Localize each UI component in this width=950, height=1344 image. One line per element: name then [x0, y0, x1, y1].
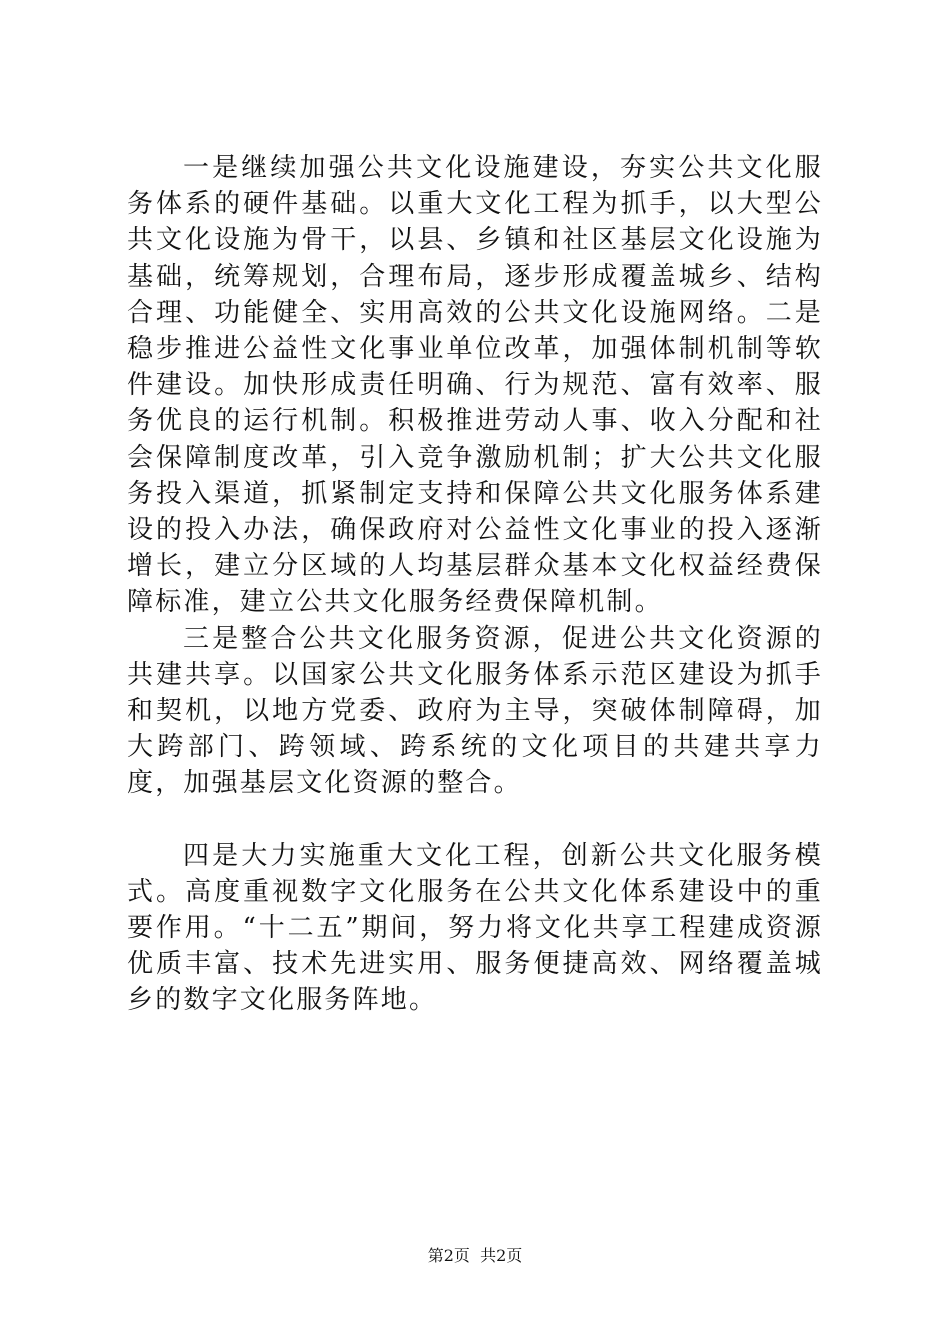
document-body [127, 150, 823, 1019]
paragraph-resource-integration: 三是整合公共文化服务资源，促进公共文化资源的共建共享。以国家公共文化服务体系示范区建设为抓手和契机，以地方党委、政府为主导，突破体制障碍，加大跨部门、跨领域、跨系统的文化项目的共建共享力度，加强基层文化资源的整合。 [127, 623, 823, 799]
page-number-indicator: 第2页 共2页 [427, 1246, 523, 1265]
page-footer [0, 1246, 950, 1266]
paragraph-spacer [127, 802, 823, 838]
paragraph-digital-culture: 四是大力实施重大文化工程，创新公共文化服务模式。高度重视数字文化服务在公共文化体系建设中的重要作用。“十二五”期间，努力将文化共享工程建成资源优质丰富、技术先进实用、服务便捷高效、网络覆盖城乡的数字文化服务阵地。 [127, 840, 823, 1016]
paragraph-facilities-and-reform: 一是继续加强公共文化设施建设，夯实公共文化服务体系的硬件基础。以重大文化工程为抓手，以大型公共文化设施为骨干，以县、乡镇和社区基层文化设施为基础，统筹规划，合理布局，逐步形成覆盖城乡、结构合理、功能健全、实用高效的公共文化设施网络。二是稳步推进公益性文化事业单位改革，加强体制机制等软件建设。加快形成责任明确、行为规范、富有效率、服务优良的运行机制。积极推进劳动人事、收入分配和社会保障制度改革，引入竞争激励机制；扩大公共文化服务投入渠道，抓紧制定支持和保障公共文化服务体系建设的投入办法，确保政府对公益性文化事业的投入逐渐增长，建立分区域的人均基层群众基本文化权益经费保障标准，建立公共文化服务经费保障机制。 [127, 153, 823, 618]
